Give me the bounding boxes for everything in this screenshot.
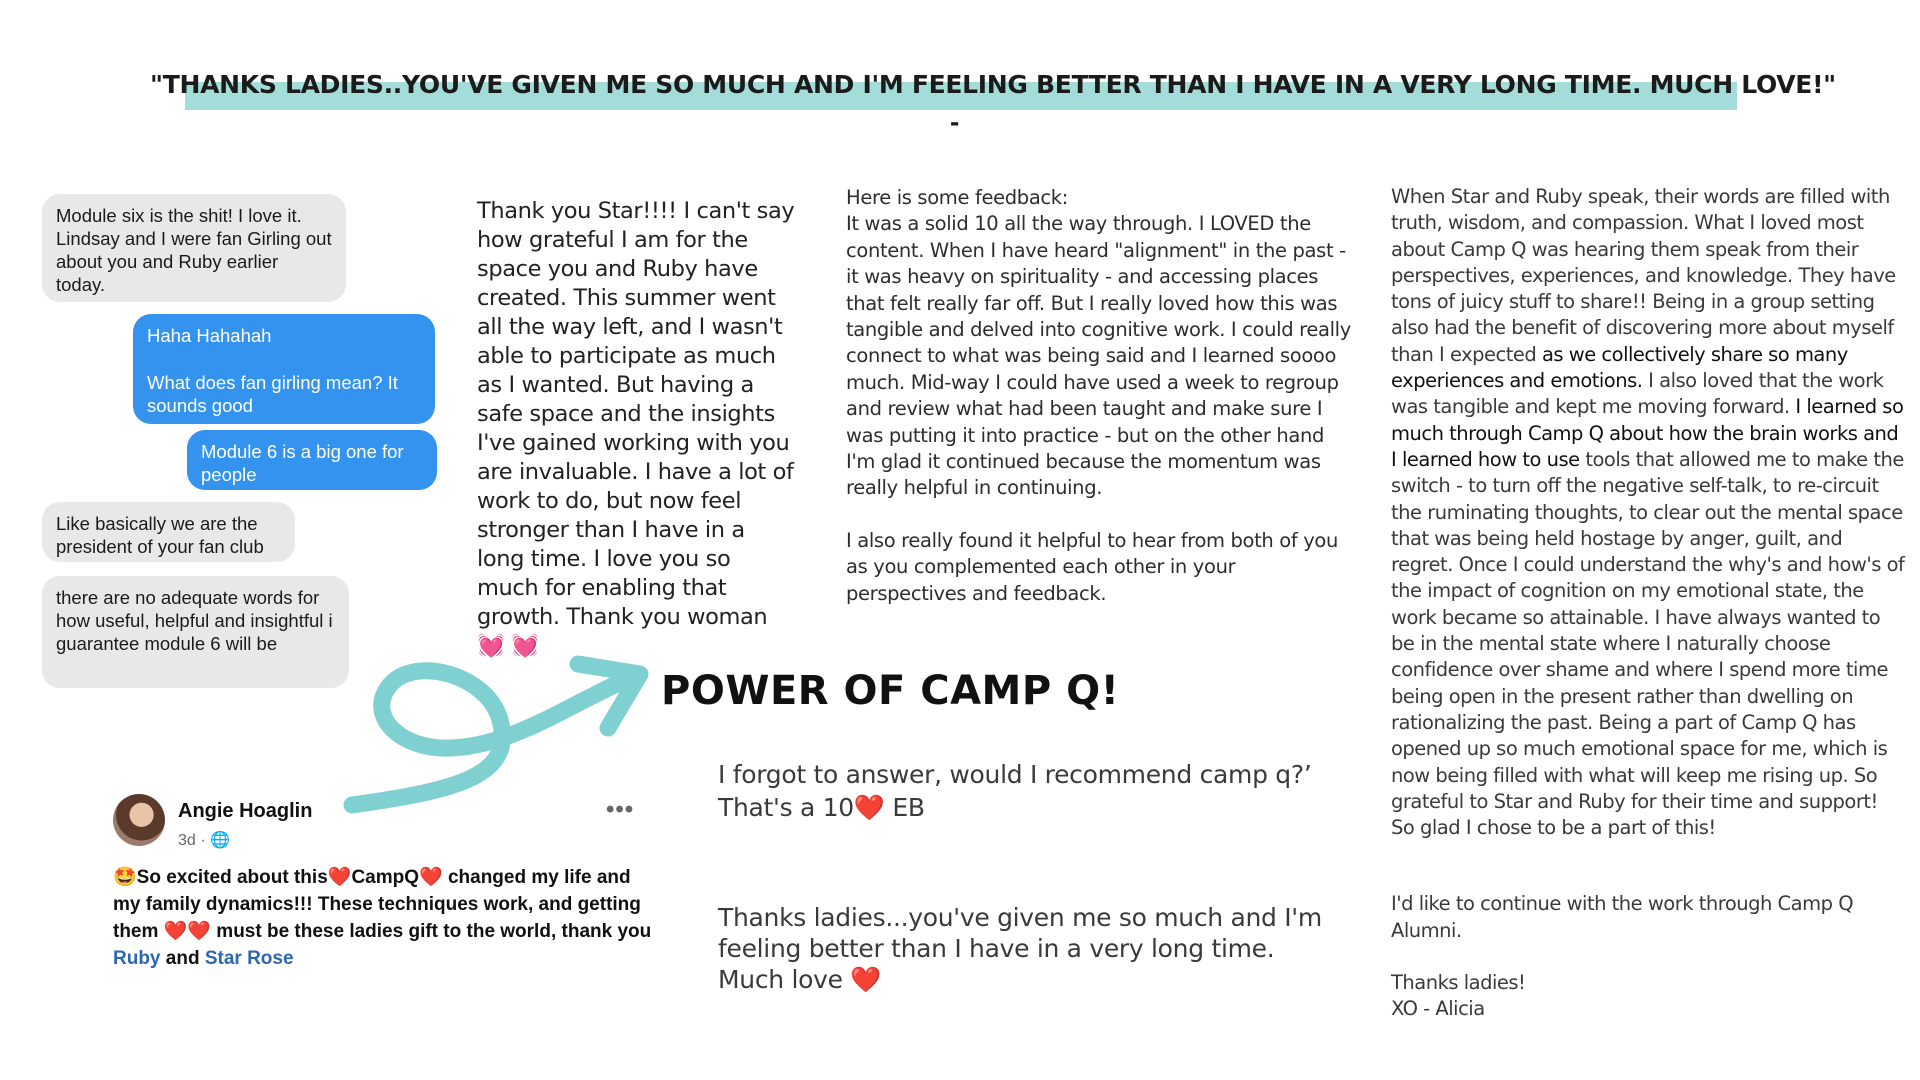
post-meta: 3d · 🌐 [178, 832, 230, 849]
heart-icon: ❤️ [327, 867, 352, 888]
avatar[interactable] [113, 794, 165, 846]
banner-quote: "THANKS LADIES..YOU'VE GIVEN ME SO MUCH AND I'M FEELING BETTER THAN I HAVE IN A VERY LONG TIME. MUCH LOVE!" [150, 70, 1836, 99]
feedback-paragraph: Here is some feedback: It was a solid 10 all the way through. I LOVED the content. When I have heard "alignment" in the past - it was heavy on spirituality - and accessing places that felt really far off. But I really loved how this was tangible and delved into cognitive work. I could really connect to what was being said and I learned soooo much. Mid-way I could have used a week to regroup and review what had been taught and make sure I was putting it into practice - but on the other hand I'm glad it continued because the momentum was really helpful in continuing. [846, 186, 1351, 500]
testimonial-alicia [1391, 184, 1906, 1023]
section-title: POWER OF CAMP Q! [661, 668, 1120, 714]
testimonial-text: Thank you Star!!!! I can't say how grateful I am for the space you and Ruby have created. This summer went all the way left, and I wasn't able to participate as much as I wanted. But having a safe space and the insights I've gained working with you are invaluable. I have a lot of work to do, but now feel stronger than I have in a long time. I love you so much for enabling that growth. Thank you woman [477, 198, 795, 630]
message-bubble-sent: Module 6 is a big one for people [187, 430, 437, 490]
message-line: Haha Hahahah [147, 325, 272, 346]
message-bubble-received: Like basically we are the president of your fan club [42, 502, 295, 562]
post-text: CampQ [351, 867, 420, 888]
heart-icon: ❤️ [419, 867, 443, 888]
alicia-paragraph: I'd like to continue with the work through Camp Q Alumni. [1391, 892, 1854, 942]
quote-eb [718, 758, 1338, 824]
quote-much-love [718, 902, 1338, 995]
poster-name[interactable]: Angie Hoaglin [178, 800, 313, 822]
mention-link-star-rose[interactable]: Star Rose [204, 948, 294, 969]
quote-text: That's a 10 [718, 793, 854, 822]
loop-arrow-icon [340, 640, 650, 820]
banner-dash: - [950, 106, 960, 137]
quote-text: Much love [718, 965, 843, 994]
testimonial-star [477, 197, 797, 661]
post-text: must be these ladies gift to the world, thank you [211, 921, 652, 942]
quote-line: I forgot to answer, would I recommend camp q?’ [718, 760, 1312, 789]
quote-text: EB [884, 793, 925, 822]
heart-icon: ❤️❤️ [163, 921, 212, 942]
message-bubble-received: there are no adequate words for how useful, helpful and insightful i guarantee module 6 will be [42, 576, 349, 688]
post-text: changed my life and my family dynamics!!! These techniques work, and getting them [113, 867, 641, 942]
text-segment: tools that allowed me to make the switch - to turn off the negative self-talk, to re-circuit the ruminating thoughts, to clear out the mental space that was being held hostage by anger, guilt, and regret. Once I could understand the why's and how's of the impact of cognition on my emotional state, the work became so attainable. I have always wanted to be in the mental state where I naturally choose confidence over shame and where I spend more time being open in the present rather than dwelling on rationalizing the past. Being a part of Camp Q has opened up so much emotional space for me, which is now being filled with what will keep me rising up. So grateful to Star and Ruby for their time and support! So glad I chose to be a part of this! [1391, 447, 1905, 840]
post-text: So excited about this [136, 867, 328, 888]
more-options-icon[interactable]: ••• [606, 796, 635, 823]
text-segment: When Star and Ruby speak, their words are filled with truth, wisdom, and compassion. What I loved most about Camp Q was hearing them speak from their perspectives, experiences, and knowledge. They have tons of juicy stuff to share!! Being in a group setting also had the benefit of discovering more about myself than I expected [1391, 185, 1896, 366]
feedback-paragraph: I also really found it helpful to hear from both of you as you complemented each other in your perspectives and feedback. [846, 528, 1339, 605]
testimonial-feedback [846, 185, 1356, 607]
alicia-paragraph [1391, 184, 1906, 841]
pink-heart-icon: 💓 💓 [477, 633, 539, 659]
message-bubble-sent [133, 314, 435, 424]
mention-link-ruby[interactable]: Ruby [113, 948, 161, 969]
text-segment: I also loved that the work was tangible and kept me moving forward. [1391, 369, 1884, 419]
post-text: and [160, 948, 205, 969]
heart-icon: ❤️ [850, 965, 882, 994]
text-segment: as we collectively share so many experiences and emotions. [1391, 342, 1848, 393]
quote-line [718, 791, 1338, 824]
star-struck-icon: 🤩 [113, 867, 137, 888]
post-body [113, 864, 653, 972]
quote-line [718, 964, 1338, 995]
quote-line: Thanks ladies...you've given me so much and I'm feeling better than I have in a very long time. [718, 903, 1322, 963]
alicia-signoff: XO - Alicia [1391, 997, 1485, 1021]
alicia-thanks: Thanks ladies! [1391, 971, 1526, 995]
text-segment: I learned so much through Camp Q about how the brain works and I learned how to use [1391, 395, 1904, 471]
message-line: What does fan girling mean? It sounds good [147, 372, 398, 416]
message-bubble-received: Module six is the shit! I love it. Lindsay and I were fan Girling out about you and Ruby earlier today. [42, 194, 346, 302]
heart-icon: ❤️ [853, 793, 885, 822]
